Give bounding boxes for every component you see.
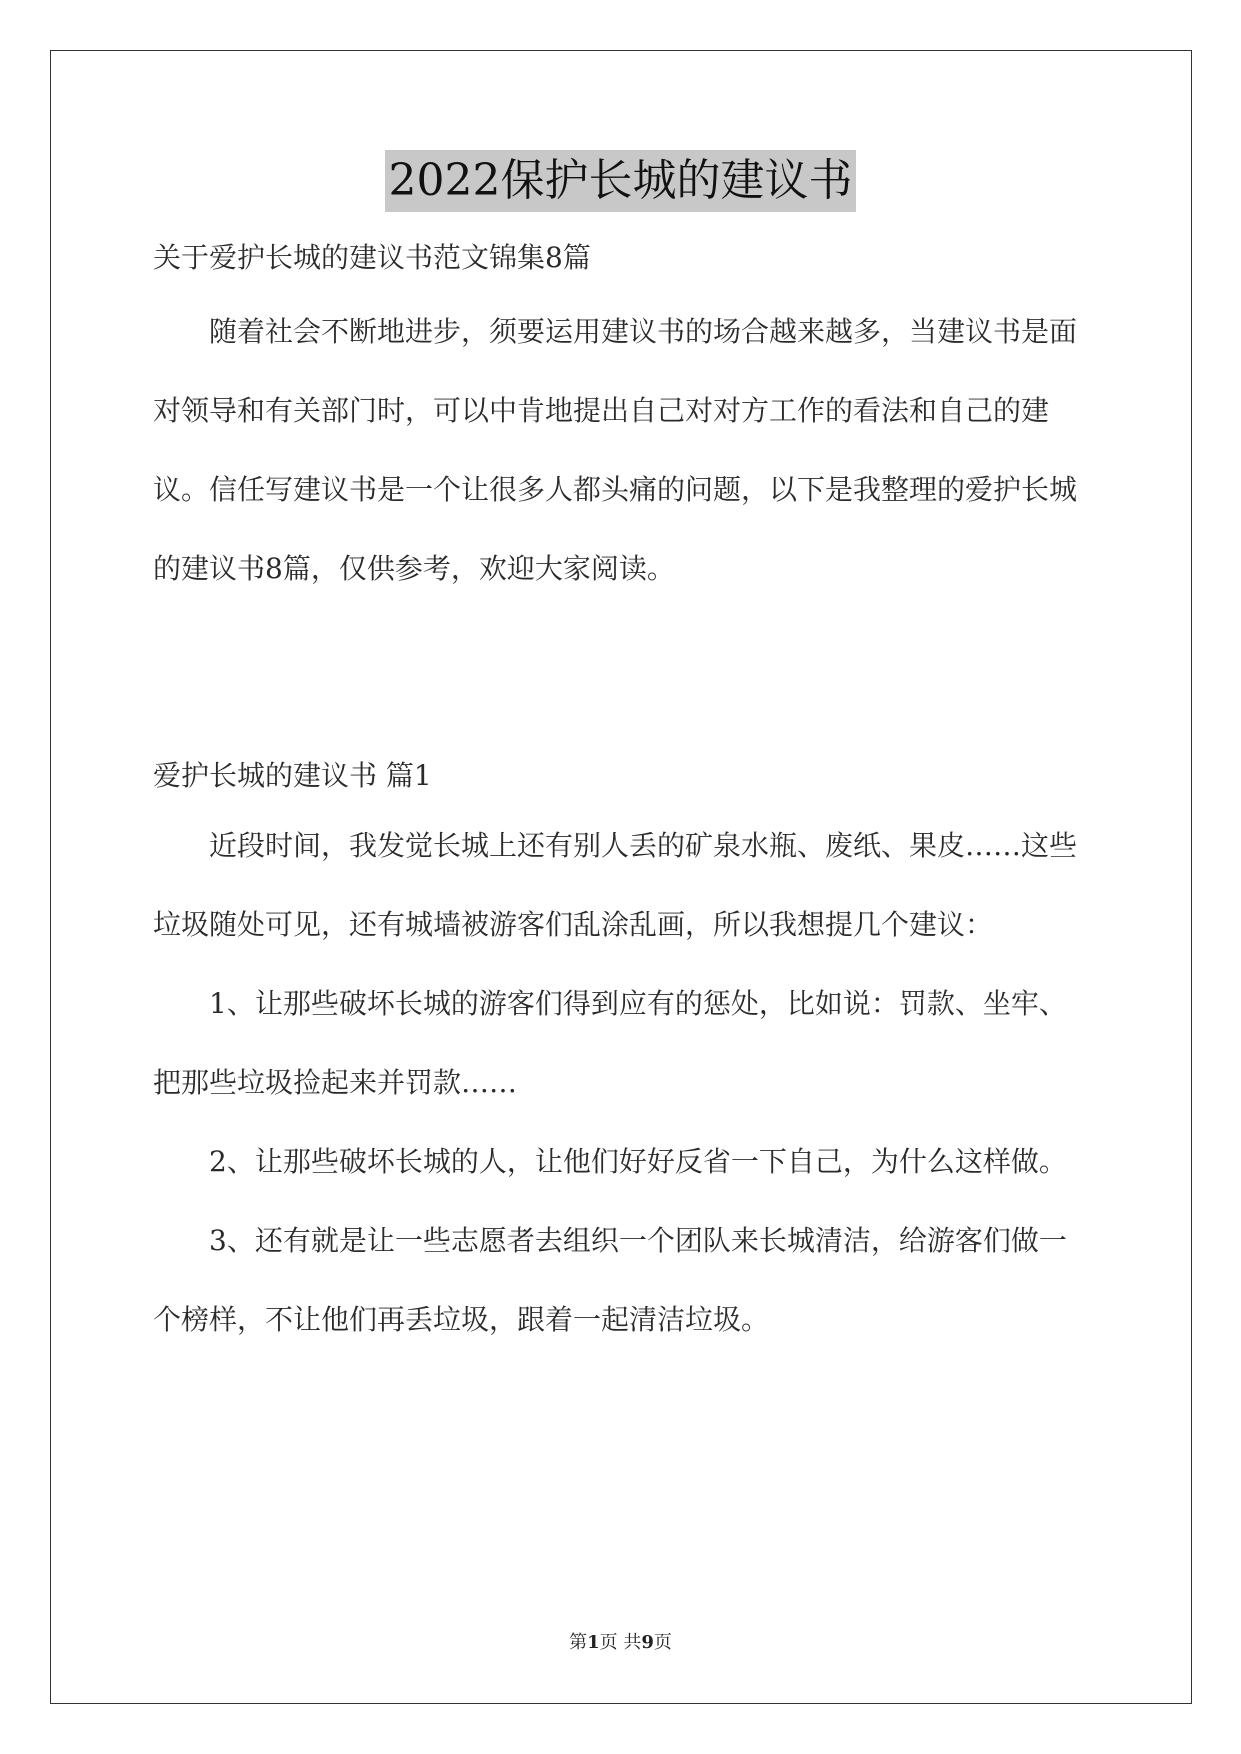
page-footer	[0, 1628, 1241, 1658]
section-heading-block	[153, 756, 1093, 796]
footer-prefix: 第	[569, 1632, 588, 1653]
footer-suffix: 页	[653, 1632, 672, 1653]
subtitle-block	[153, 238, 1093, 278]
intro-paragraph: 随着社会不断地进步，须要运用建议书的场合越来越多，当建议书是面对领导和有关部门时，可以中肯地提出自己对对方工作的看法和自己的建议。信任写建议书是一个让很多人都头痛的问题，以下是我整理的爱护长城的建议书8篇，仅供参考，欢迎大家阅读。	[153, 315, 1078, 585]
section-heading: 爱护长城的建议书 篇1	[153, 759, 432, 792]
intro-block	[153, 292, 1093, 608]
body-paragraph-2: 1、让那些破坏长城的游客们得到应有的惩处，比如说：罚款、坐牢、把那些垃圾捡起来并罚款……	[153, 987, 1067, 1099]
footer-mid: 页 共	[599, 1632, 642, 1653]
body-paragraph-4: 3、还有就是让一些志愿者去组织一个团队来长城清洁，给游客们做一个榜样，不让他们再丢垃圾，跟着一起清洁垃圾。	[153, 1224, 1067, 1336]
body-paragraph-3: 2、让那些破坏长城的人，让他们好好反省一下自己，为什么这样做。	[209, 1145, 1067, 1178]
title-wrap	[0, 150, 1241, 212]
footer-page-number: 1	[587, 1632, 600, 1653]
body-paragraph-1: 近段时间，我发觉长城上还有别人丢的矿泉水瓶、废纸、果皮……这些垃圾随处可见，还有城墙被游客们乱涂乱画，所以我想提几个建议：	[153, 829, 1078, 941]
document-title: 2022保护长城的建议书	[385, 150, 857, 212]
footer-total-pages: 9	[641, 1632, 654, 1653]
body-block	[153, 806, 1093, 1359]
document-subtitle: 关于爱护长城的建议书范文锦集8篇	[153, 241, 591, 274]
